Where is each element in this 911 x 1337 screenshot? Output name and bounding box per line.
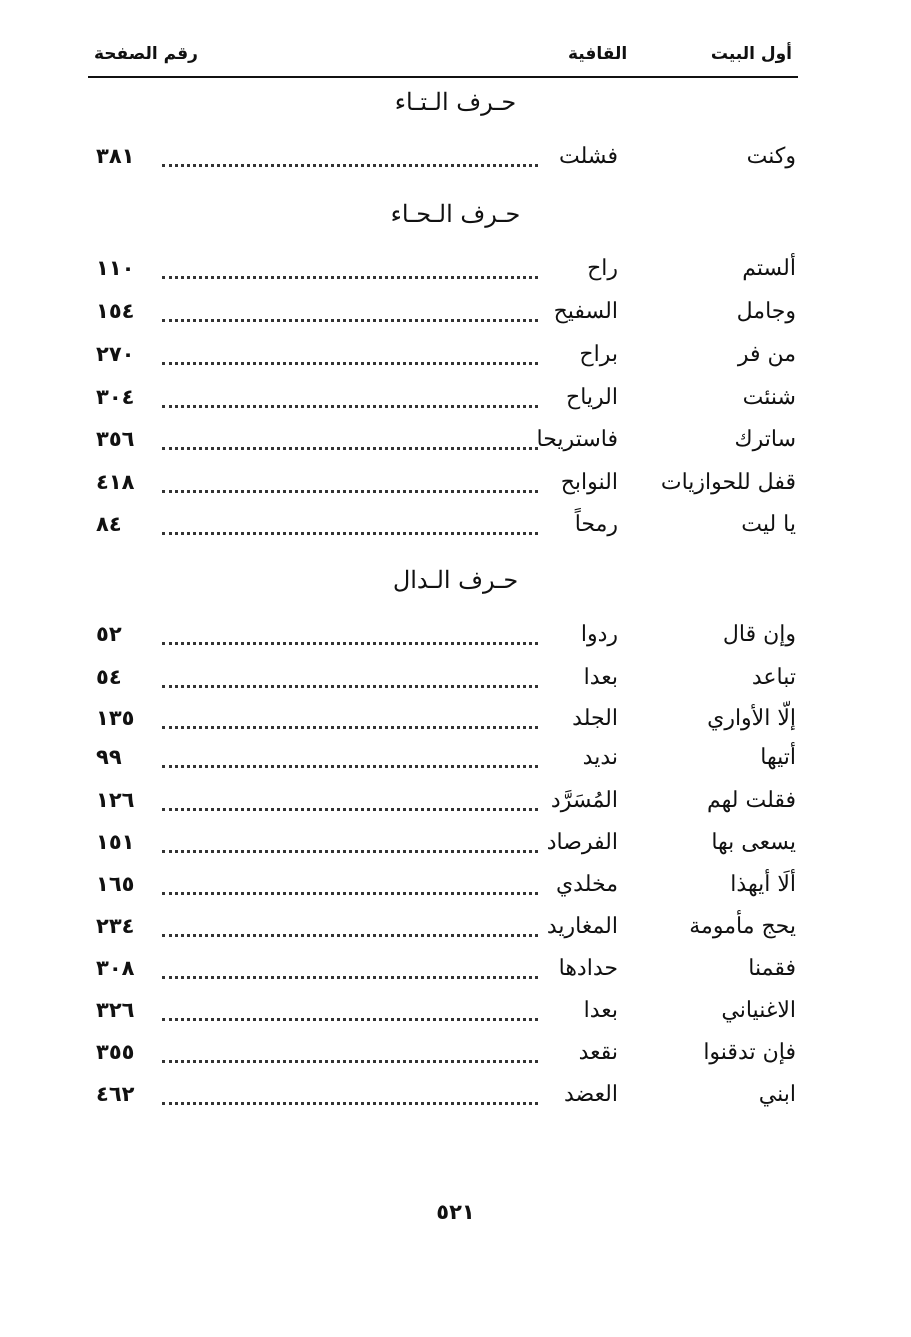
- index-row: [90, 745, 796, 779]
- page-ref: ١٦٥: [96, 872, 135, 896]
- rhyme: مخلدي: [555, 872, 618, 897]
- page-ref: ٥٢: [96, 622, 122, 646]
- dot-leader: [162, 934, 538, 937]
- first-of-verse: يحج مأمومة: [689, 914, 796, 939]
- dot-leader: [162, 765, 538, 768]
- index-row: [90, 1082, 796, 1116]
- page-ref: ٣٨١: [96, 144, 135, 168]
- index-row: [90, 622, 796, 656]
- first-of-verse: وجامل: [736, 299, 796, 324]
- rhyme: المغاريد: [546, 914, 618, 939]
- dot-leader: [162, 685, 538, 688]
- rhyme: الجلد: [572, 706, 618, 731]
- page-ref: ٣٥٥: [96, 1040, 135, 1064]
- rhyme: حدادها: [558, 956, 618, 981]
- first-of-verse: يا ليت: [741, 512, 796, 537]
- rhyme: نديد: [582, 745, 618, 770]
- dot-leader: [162, 726, 538, 729]
- rhyme: بعدا: [583, 665, 618, 690]
- first-of-verse: إلّا الأواري: [707, 706, 796, 731]
- page-ref: ٨٤: [96, 512, 122, 536]
- first-of-verse: وكنت: [746, 144, 796, 169]
- section-title-haa: حـرف الـحـاء: [390, 200, 521, 228]
- first-of-verse: ألَا أيهذا: [730, 872, 796, 897]
- page-ref: ٤٦٢: [96, 1082, 135, 1106]
- dot-leader: [162, 319, 538, 322]
- page-ref: ٣٠٤: [96, 385, 135, 409]
- first-of-verse: ابني: [758, 1082, 796, 1107]
- page-ref: ١٥٤: [96, 299, 135, 323]
- index-row: [90, 427, 796, 461]
- first-of-verse: فإن تدقنوا: [703, 1040, 796, 1065]
- page-ref: ٢٣٤: [96, 914, 135, 938]
- page-ref: ٩٩: [96, 745, 122, 769]
- first-of-verse: وإن قال: [722, 622, 796, 647]
- dot-leader: [162, 164, 538, 167]
- header-first-of-verse: أول البيت: [710, 44, 792, 64]
- rhyme: براح: [579, 342, 618, 367]
- first-of-verse: شنئت: [742, 385, 796, 410]
- index-row: [90, 342, 796, 376]
- rhyme: النوابح: [560, 470, 618, 495]
- dot-leader: [162, 976, 538, 979]
- header-page-number: رقم الصفحة: [94, 44, 198, 64]
- index-row: [90, 872, 796, 906]
- page-ref: ١١٠: [96, 256, 135, 280]
- rhyme: فشلت: [558, 144, 618, 169]
- rhyme: نقعد: [578, 1040, 618, 1065]
- dot-leader: [162, 532, 538, 535]
- index-row: [90, 706, 796, 740]
- index-row: [90, 144, 796, 178]
- page-footer-number: ٥٢١: [436, 1200, 475, 1224]
- page-ref: ٢٧٠: [96, 342, 135, 366]
- first-of-verse: تباعد: [751, 665, 796, 690]
- dot-leader: [162, 642, 538, 645]
- page-ref: ٣٢٦: [96, 998, 135, 1022]
- page-ref: ١٢٦: [96, 788, 135, 812]
- section-title-taa: حـرف الـتـاء: [394, 88, 517, 116]
- first-of-verse: قفل للحوازيات: [660, 470, 796, 495]
- rhyme: فاستريحا: [536, 427, 618, 452]
- first-of-verse: من فر: [737, 342, 796, 367]
- index-row: [90, 998, 796, 1032]
- section-title-daal: حـرف الـدال: [392, 566, 519, 594]
- first-of-verse: أتيها: [760, 745, 796, 770]
- index-row: [90, 256, 796, 290]
- rhyme: ردوا: [580, 622, 618, 647]
- header-rhyme: القافية: [568, 44, 628, 64]
- rhyme: المُسَرَّد: [550, 788, 618, 813]
- dot-leader: [162, 892, 538, 895]
- page-ref: ٣٥٦: [96, 427, 135, 451]
- first-of-verse: يسعى بها: [711, 830, 796, 855]
- index-row: [90, 1040, 796, 1074]
- index-row: [90, 385, 796, 419]
- rhyme: السفيح: [553, 299, 618, 324]
- rhyme: الرياح: [566, 385, 618, 410]
- index-row: [90, 914, 796, 948]
- dot-leader: [162, 447, 538, 450]
- page-ref: ٤١٨: [96, 470, 135, 494]
- first-of-verse: ألستم: [742, 256, 796, 281]
- index-row: [90, 665, 796, 699]
- index-row: [90, 512, 796, 546]
- first-of-verse: فقمنا: [748, 956, 796, 981]
- first-of-verse: الاغنياني: [721, 998, 796, 1023]
- rhyme: العضد: [563, 1082, 618, 1107]
- page-ref: ١٣٥: [96, 706, 135, 730]
- index-row: [90, 830, 796, 864]
- rhyme: راح: [587, 256, 618, 281]
- page-ref: ٣٠٨: [96, 956, 135, 980]
- dot-leader: [162, 405, 538, 408]
- dot-leader: [162, 1102, 538, 1105]
- dot-leader: [162, 362, 538, 365]
- index-row: [90, 299, 796, 333]
- rhyme: الفرصاد: [546, 830, 618, 855]
- column-header: [88, 40, 798, 78]
- first-of-verse: ساترك: [734, 427, 796, 452]
- first-of-verse: فقلت لهم: [706, 788, 796, 813]
- dot-leader: [162, 490, 538, 493]
- index-row: [90, 788, 796, 822]
- index-row: [90, 470, 796, 504]
- dot-leader: [162, 1018, 538, 1021]
- dot-leader: [162, 276, 538, 279]
- page-ref: ٥٤: [96, 665, 122, 689]
- dot-leader: [162, 808, 538, 811]
- page-ref: ١٥١: [96, 830, 135, 854]
- rhyme: رمحاً: [574, 512, 618, 537]
- index-row: [90, 956, 796, 990]
- dot-leader: [162, 850, 538, 853]
- rhyme: بعدا: [583, 998, 618, 1023]
- dot-leader: [162, 1060, 538, 1063]
